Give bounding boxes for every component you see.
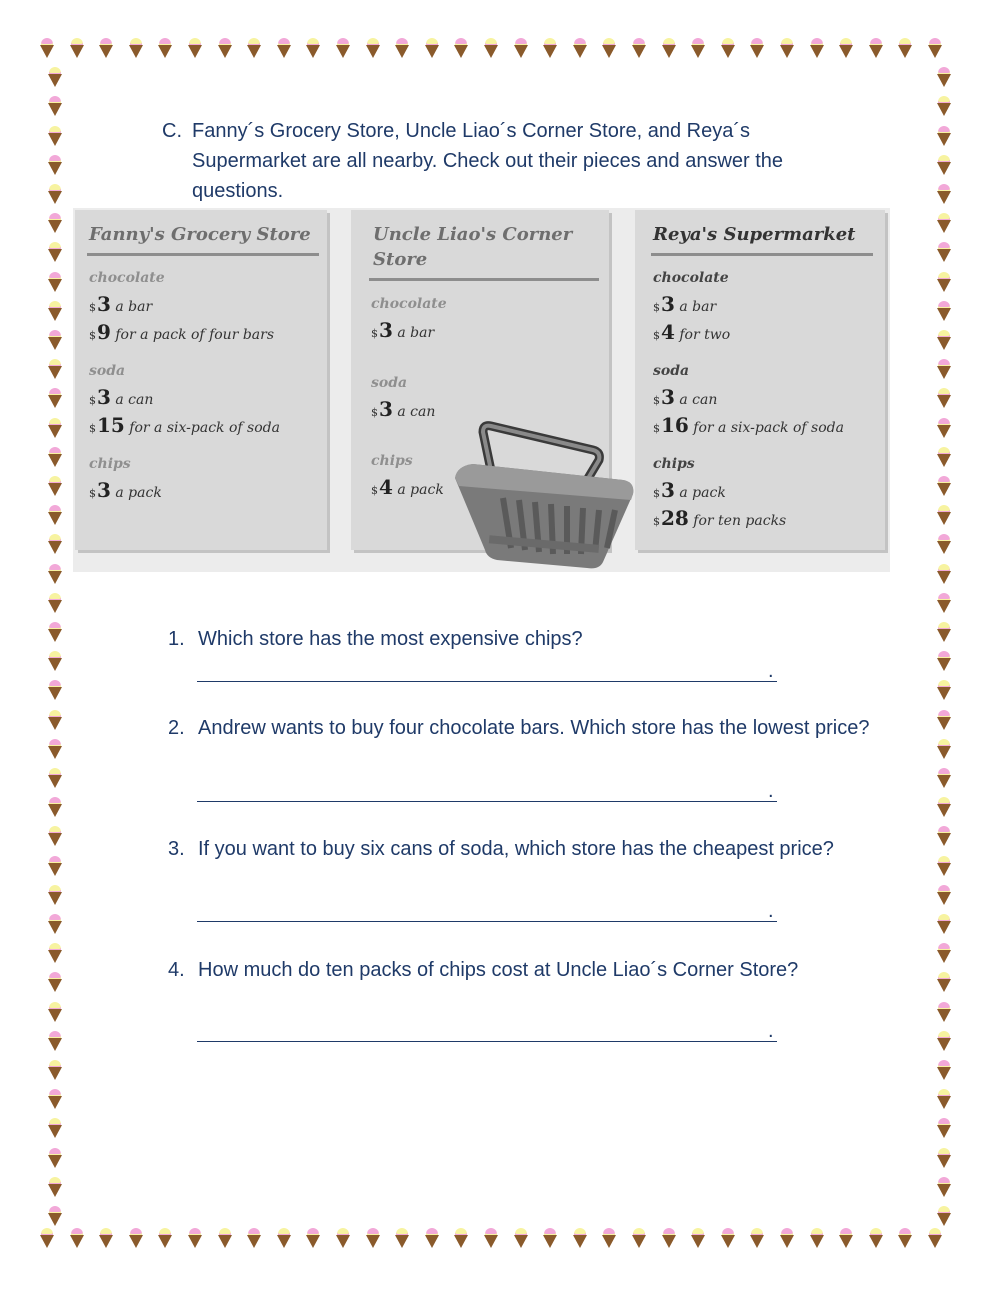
ice-cream-cone-icon <box>937 651 951 673</box>
ice-cream-cone-icon <box>810 1228 824 1250</box>
ice-cream-cone-icon <box>48 476 62 498</box>
question-3 <box>168 834 888 864</box>
answer-line-2[interactable] <box>197 800 777 802</box>
ice-cream-cone-icon <box>48 1002 62 1024</box>
ice-cream-cone-icon <box>937 826 951 848</box>
ice-cream-cone-icon <box>750 1228 764 1250</box>
ice-cream-cone-icon <box>48 418 62 440</box>
ice-cream-cone-icon <box>48 826 62 848</box>
answer-period: . <box>768 780 774 802</box>
ice-cream-cone-icon <box>48 680 62 702</box>
store-title: Fanny's Grocery Store <box>89 224 311 245</box>
ice-cream-cone-icon <box>218 38 232 60</box>
ice-cream-cone-icon <box>48 972 62 994</box>
price-line: $3 a bar <box>653 292 717 316</box>
ice-cream-cone-icon <box>158 38 172 60</box>
ice-cream-cone-icon <box>937 447 951 469</box>
question-2 <box>168 713 888 743</box>
ice-cream-cone-icon <box>721 1228 735 1250</box>
ice-cream-cone-icon <box>937 534 951 556</box>
ice-cream-cone-icon <box>937 272 951 294</box>
ice-cream-cone-icon <box>48 213 62 235</box>
ice-cream-cone-icon <box>99 38 113 60</box>
ice-cream-cone-icon <box>48 126 62 148</box>
shopping-basket-icon <box>453 420 638 570</box>
ice-cream-cone-icon <box>99 1228 113 1250</box>
ice-cream-cone-icon <box>573 38 587 60</box>
ice-cream-cone-icon <box>336 1228 350 1250</box>
ice-cream-cone-icon <box>573 1228 587 1250</box>
ice-cream-cone-icon <box>937 359 951 381</box>
question-number: 3. <box>168 838 185 860</box>
question-number: 2. <box>168 717 185 739</box>
category-soda: soda <box>371 375 408 391</box>
ice-cream-cone-icon <box>48 1089 62 1111</box>
category-chocolate: chocolate <box>653 270 729 286</box>
ice-cream-cone-icon <box>937 564 951 586</box>
cone-border-left <box>44 38 66 1253</box>
ice-cream-cone-icon <box>247 38 261 60</box>
ice-cream-cone-icon <box>277 1228 291 1250</box>
ice-cream-cone-icon <box>839 1228 853 1250</box>
ice-cream-cone-icon <box>188 38 202 60</box>
ice-cream-cone-icon <box>48 943 62 965</box>
intro-paragraph <box>162 116 862 206</box>
ice-cream-cone-icon <box>48 710 62 732</box>
ice-cream-cone-icon <box>48 622 62 644</box>
ice-cream-cone-icon <box>937 1118 951 1140</box>
ice-cream-cone-icon <box>218 1228 232 1250</box>
category-chips: chips <box>89 456 131 472</box>
price-line: $3 a pack <box>89 478 162 502</box>
ice-cream-cone-icon <box>543 1228 557 1250</box>
answer-line-3[interactable] <box>197 920 777 922</box>
price-flyer <box>73 208 890 572</box>
title-rule <box>369 278 599 281</box>
ice-cream-cone-icon <box>937 622 951 644</box>
category-chips: chips <box>371 453 413 469</box>
ice-cream-cone-icon <box>48 564 62 586</box>
ice-cream-cone-icon <box>48 739 62 761</box>
ice-cream-cone-icon <box>937 242 951 264</box>
ice-cream-cone-icon <box>691 38 705 60</box>
ice-cream-cone-icon <box>937 739 951 761</box>
question-number: 1. <box>168 628 185 650</box>
ice-cream-cone-icon <box>425 38 439 60</box>
ice-cream-cone-icon <box>937 1177 951 1199</box>
ice-cream-cone-icon <box>937 797 951 819</box>
ice-cream-cone-icon <box>158 1228 172 1250</box>
ice-cream-cone-icon <box>937 856 951 878</box>
category-chocolate: chocolate <box>371 296 447 312</box>
ice-cream-cone-icon <box>937 710 951 732</box>
ice-cream-cone-icon <box>898 1228 912 1250</box>
ice-cream-cone-icon <box>48 272 62 294</box>
ice-cream-cone-icon <box>306 38 320 60</box>
ice-cream-cone-icon <box>937 1002 951 1024</box>
ice-cream-cone-icon <box>937 1206 951 1228</box>
ice-cream-cone-icon <box>395 38 409 60</box>
ice-cream-cone-icon <box>937 1148 951 1170</box>
ice-cream-cone-icon <box>48 447 62 469</box>
ice-cream-cone-icon <box>366 1228 380 1250</box>
ice-cream-cone-icon <box>48 67 62 89</box>
title-rule <box>651 253 873 256</box>
ice-cream-cone-icon <box>48 856 62 878</box>
ice-cream-cone-icon <box>48 534 62 556</box>
ice-cream-cone-icon <box>937 593 951 615</box>
question-text: Andrew wants to buy four chocolate bars. Which store has the lowest price? <box>198 717 870 739</box>
ice-cream-cone-icon <box>48 593 62 615</box>
ice-cream-cone-icon <box>662 1228 676 1250</box>
price-line: $3 a can <box>89 385 154 409</box>
question-1 <box>168 624 888 654</box>
question-text: If you want to buy six cans of soda, which store has the cheapest price? <box>198 838 834 860</box>
ice-cream-cone-icon <box>48 505 62 527</box>
ice-cream-cone-icon <box>48 1060 62 1082</box>
ice-cream-cone-icon <box>48 1148 62 1170</box>
ice-cream-cone-icon <box>70 1228 84 1250</box>
ice-cream-cone-icon <box>48 242 62 264</box>
ice-cream-cone-icon <box>514 1228 528 1250</box>
ice-cream-cone-icon <box>454 38 468 60</box>
ice-cream-cone-icon <box>937 768 951 790</box>
ice-cream-cone-icon <box>70 38 84 60</box>
price-line: $4 a pack <box>371 475 444 499</box>
ice-cream-cone-icon <box>632 38 646 60</box>
ice-cream-cone-icon <box>937 96 951 118</box>
ice-cream-cone-icon <box>129 38 143 60</box>
ice-cream-cone-icon <box>48 96 62 118</box>
price-line: $3 a bar <box>371 318 435 342</box>
ice-cream-cone-icon <box>937 126 951 148</box>
ice-cream-cone-icon <box>48 330 62 352</box>
ice-cream-cone-icon <box>721 38 735 60</box>
cone-border-top <box>40 38 960 60</box>
ice-cream-cone-icon <box>662 38 676 60</box>
ice-cream-cone-icon <box>277 38 291 60</box>
question-text: How much do ten packs of chips cost at Uncle Liao´s Corner Store? <box>198 959 799 981</box>
ice-cream-cone-icon <box>937 1089 951 1111</box>
ice-cream-cone-icon <box>632 1228 646 1250</box>
store-title: Uncle Liao's Corner Store <box>373 224 573 270</box>
ice-cream-cone-icon <box>937 914 951 936</box>
ice-cream-cone-icon <box>780 1228 794 1250</box>
ice-cream-cone-icon <box>543 38 557 60</box>
price-line: $3 a bar <box>89 292 153 316</box>
ice-cream-cone-icon <box>48 359 62 381</box>
ice-cream-cone-icon <box>48 768 62 790</box>
ice-cream-cone-icon <box>48 1206 62 1228</box>
answer-period: . <box>768 900 774 922</box>
ice-cream-cone-icon <box>425 1228 439 1250</box>
ice-cream-cone-icon <box>937 67 951 89</box>
price-line: $4 for two <box>653 320 731 344</box>
price-line: $9 for a pack of four bars <box>89 320 275 344</box>
title-rule <box>87 253 319 256</box>
intro-text: Fanny´s Grocery Store, Uncle Liao´s Corner Store, and Reya´s Supermarket are all nearby. Check out their pieces and answer the questions. <box>192 120 784 202</box>
ice-cream-cone-icon <box>129 1228 143 1250</box>
price-line: $16 for a six-pack of soda <box>653 413 844 437</box>
ice-cream-cone-icon <box>937 943 951 965</box>
price-line: $3 a can <box>653 385 718 409</box>
question-text: Which store has the most expensive chips? <box>198 628 583 650</box>
ice-cream-cone-icon <box>188 1228 202 1250</box>
price-line: $15 for a six-pack of soda <box>89 413 280 437</box>
ice-cream-cone-icon <box>247 1228 261 1250</box>
cone-border-right <box>933 38 955 1253</box>
ice-cream-cone-icon <box>839 38 853 60</box>
category-soda: soda <box>653 363 690 379</box>
ice-cream-cone-icon <box>454 1228 468 1250</box>
category-chips: chips <box>653 456 695 472</box>
price-line: $28 for ten packs <box>653 506 787 530</box>
ice-cream-cone-icon <box>602 38 616 60</box>
ice-cream-cone-icon <box>937 476 951 498</box>
ice-cream-cone-icon <box>937 972 951 994</box>
ice-cream-cone-icon <box>48 651 62 673</box>
cone-border-bottom <box>40 1228 960 1250</box>
ice-cream-cone-icon <box>48 184 62 206</box>
question-number: 4. <box>168 959 185 981</box>
category-chocolate: chocolate <box>89 270 165 286</box>
ice-cream-cone-icon <box>937 680 951 702</box>
ice-cream-cone-icon <box>48 885 62 907</box>
price-line: $3 a pack <box>653 478 726 502</box>
ice-cream-cone-icon <box>336 38 350 60</box>
ice-cream-cone-icon <box>395 1228 409 1250</box>
ice-cream-cone-icon <box>937 505 951 527</box>
answer-line-4[interactable] <box>197 1040 777 1042</box>
ice-cream-cone-icon <box>937 1031 951 1053</box>
answer-period: . <box>768 660 774 682</box>
ice-cream-cone-icon <box>691 1228 705 1250</box>
ice-cream-cone-icon <box>937 213 951 235</box>
ice-cream-cone-icon <box>937 418 951 440</box>
ice-cream-cone-icon <box>780 38 794 60</box>
ice-cream-cone-icon <box>306 1228 320 1250</box>
ice-cream-cone-icon <box>48 301 62 323</box>
intro-label: C. <box>162 120 182 142</box>
question-4 <box>168 955 888 985</box>
answer-line-1[interactable] <box>197 680 777 682</box>
category-soda: soda <box>89 363 126 379</box>
ice-cream-cone-icon <box>937 184 951 206</box>
ice-cream-cone-icon <box>937 1060 951 1082</box>
price-line: $3 a can <box>371 397 436 421</box>
ice-cream-cone-icon <box>937 155 951 177</box>
ice-cream-cone-icon <box>48 914 62 936</box>
ice-cream-cone-icon <box>869 1228 883 1250</box>
store-card-fanny <box>75 210 327 550</box>
ice-cream-cone-icon <box>48 388 62 410</box>
ice-cream-cone-icon <box>869 38 883 60</box>
store-card-reya <box>635 210 885 550</box>
ice-cream-cone-icon <box>484 38 498 60</box>
ice-cream-cone-icon <box>48 155 62 177</box>
ice-cream-cone-icon <box>48 797 62 819</box>
ice-cream-cone-icon <box>602 1228 616 1250</box>
ice-cream-cone-icon <box>937 885 951 907</box>
ice-cream-cone-icon <box>514 38 528 60</box>
ice-cream-cone-icon <box>366 38 380 60</box>
ice-cream-cone-icon <box>48 1177 62 1199</box>
ice-cream-cone-icon <box>750 38 764 60</box>
answer-period: . <box>768 1020 774 1042</box>
ice-cream-cone-icon <box>937 388 951 410</box>
ice-cream-cone-icon <box>937 330 951 352</box>
store-title: Reya's Supermarket <box>653 224 856 245</box>
ice-cream-cone-icon <box>48 1031 62 1053</box>
ice-cream-cone-icon <box>810 38 824 60</box>
ice-cream-cone-icon <box>937 301 951 323</box>
ice-cream-cone-icon <box>48 1118 62 1140</box>
ice-cream-cone-icon <box>484 1228 498 1250</box>
ice-cream-cone-icon <box>898 38 912 60</box>
